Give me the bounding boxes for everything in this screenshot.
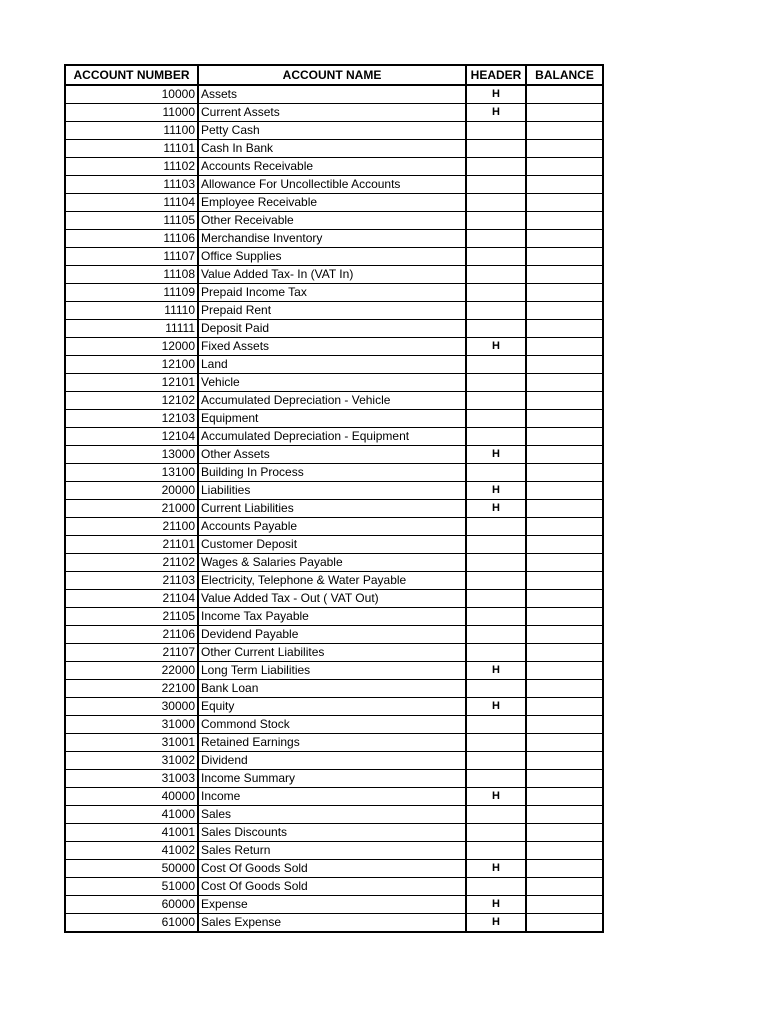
- header-flag-cell: H: [466, 500, 526, 518]
- balance-cell: [526, 788, 603, 806]
- account-number-cell: 11000: [65, 104, 198, 122]
- account-number-cell: 11105: [65, 212, 198, 230]
- table-row: [65, 536, 603, 554]
- account-name-cell: Vehicle: [198, 374, 466, 392]
- table-row: [65, 320, 603, 338]
- account-name-cell: Wages & Salaries Payable: [198, 554, 466, 572]
- header-flag-cell: [466, 320, 526, 338]
- account-number-cell: 12102: [65, 392, 198, 410]
- table-row: [65, 734, 603, 752]
- header-flag-cell: [466, 878, 526, 896]
- header-flag-cell: [466, 356, 526, 374]
- account-number-cell: 41002: [65, 842, 198, 860]
- account-number-cell: 31003: [65, 770, 198, 788]
- column-header-balance: BALANCE: [526, 65, 603, 85]
- account-name-cell: Deposit Paid: [198, 320, 466, 338]
- balance-cell: [526, 212, 603, 230]
- account-number-cell: 11108: [65, 266, 198, 284]
- account-number-cell: 11103: [65, 176, 198, 194]
- table-row: [65, 788, 603, 806]
- account-number-cell: 51000: [65, 878, 198, 896]
- table-row: [65, 482, 603, 500]
- account-number-cell: 11106: [65, 230, 198, 248]
- balance-cell: [526, 536, 603, 554]
- balance-cell: [526, 500, 603, 518]
- header-flag-cell: [466, 734, 526, 752]
- balance-cell: [526, 716, 603, 734]
- balance-cell: [526, 572, 603, 590]
- header-flag-cell: [466, 680, 526, 698]
- table-row: [65, 446, 603, 464]
- account-number-cell: 61000: [65, 914, 198, 933]
- account-number-cell: 41001: [65, 824, 198, 842]
- account-number-cell: 12100: [65, 356, 198, 374]
- account-name-cell: Customer Deposit: [198, 536, 466, 554]
- account-number-cell: 12103: [65, 410, 198, 428]
- account-name-cell: Devidend Payable: [198, 626, 466, 644]
- balance-cell: [526, 85, 603, 104]
- account-name-cell: Cost Of Goods Sold: [198, 860, 466, 878]
- balance-cell: [526, 914, 603, 933]
- table-row: [65, 572, 603, 590]
- balance-cell: [526, 770, 603, 788]
- balance-cell: [526, 284, 603, 302]
- header-flag-cell: [466, 806, 526, 824]
- header-flag-cell: H: [466, 860, 526, 878]
- account-number-cell: 41000: [65, 806, 198, 824]
- account-number-cell: 40000: [65, 788, 198, 806]
- balance-cell: [526, 392, 603, 410]
- table-row: [65, 518, 603, 536]
- table-row: [65, 338, 603, 356]
- account-name-cell: Commond Stock: [198, 716, 466, 734]
- table-row: [65, 194, 603, 212]
- account-number-cell: 11107: [65, 248, 198, 266]
- balance-cell: [526, 662, 603, 680]
- header-flag-cell: [466, 176, 526, 194]
- table-row: [65, 860, 603, 878]
- balance-cell: [526, 806, 603, 824]
- table-row: [65, 176, 603, 194]
- balance-cell: [526, 626, 603, 644]
- account-number-cell: 31000: [65, 716, 198, 734]
- table-row: [65, 680, 603, 698]
- balance-cell: [526, 356, 603, 374]
- account-name-cell: Allowance For Uncollectible Accounts: [198, 176, 466, 194]
- table-row: [65, 122, 603, 140]
- header-flag-cell: H: [466, 914, 526, 933]
- balance-cell: [526, 338, 603, 356]
- account-name-cell: Income Tax Payable: [198, 608, 466, 626]
- chart-of-accounts-table: [64, 64, 604, 933]
- account-number-cell: 12104: [65, 428, 198, 446]
- account-number-cell: 21106: [65, 626, 198, 644]
- balance-cell: [526, 824, 603, 842]
- table-row: [65, 302, 603, 320]
- header-flag-cell: H: [466, 482, 526, 500]
- account-name-cell: Sales Return: [198, 842, 466, 860]
- table-row: [65, 770, 603, 788]
- account-name-cell: Land: [198, 356, 466, 374]
- balance-cell: [526, 878, 603, 896]
- table-row: [65, 896, 603, 914]
- account-name-cell: Income Summary: [198, 770, 466, 788]
- account-name-cell: Bank Loan: [198, 680, 466, 698]
- account-number-cell: 11104: [65, 194, 198, 212]
- table-row: [65, 374, 603, 392]
- account-name-cell: Retained Earnings: [198, 734, 466, 752]
- account-number-cell: 13000: [65, 446, 198, 464]
- header-flag-cell: [466, 554, 526, 572]
- header-flag-cell: H: [466, 662, 526, 680]
- account-name-cell: Accumulated Depreciation - Equipment: [198, 428, 466, 446]
- table-row: [65, 698, 603, 716]
- table-row: [65, 356, 603, 374]
- table-row: [65, 608, 603, 626]
- balance-cell: [526, 860, 603, 878]
- header-flag-cell: [466, 842, 526, 860]
- account-number-cell: 11100: [65, 122, 198, 140]
- table-row: [65, 392, 603, 410]
- balance-cell: [526, 644, 603, 662]
- header-flag-cell: H: [466, 85, 526, 104]
- header-flag-cell: [466, 158, 526, 176]
- account-name-cell: Office Supplies: [198, 248, 466, 266]
- table-row: [65, 554, 603, 572]
- table-row: [65, 104, 603, 122]
- balance-cell: [526, 842, 603, 860]
- account-name-cell: Accounts Payable: [198, 518, 466, 536]
- table-row: [65, 590, 603, 608]
- table-row: [65, 464, 603, 482]
- account-number-cell: 11101: [65, 140, 198, 158]
- header-flag-cell: H: [466, 338, 526, 356]
- table-header-row: [65, 65, 603, 85]
- table-row: [65, 662, 603, 680]
- header-flag-cell: [466, 590, 526, 608]
- header-flag-cell: [466, 122, 526, 140]
- table-row: [65, 626, 603, 644]
- header-flag-cell: [466, 572, 526, 590]
- balance-cell: [526, 590, 603, 608]
- account-name-cell: Equity: [198, 698, 466, 716]
- account-name-cell: Accounts Receivable: [198, 158, 466, 176]
- balance-cell: [526, 104, 603, 122]
- balance-cell: [526, 140, 603, 158]
- header-flag-cell: [466, 284, 526, 302]
- account-name-cell: Income: [198, 788, 466, 806]
- account-number-cell: 21000: [65, 500, 198, 518]
- account-number-cell: 11109: [65, 284, 198, 302]
- header-flag-cell: [466, 374, 526, 392]
- account-name-cell: Dividend: [198, 752, 466, 770]
- account-number-cell: 11111: [65, 320, 198, 338]
- account-name-cell: Assets: [198, 85, 466, 104]
- chart-of-accounts-sheet: [64, 64, 604, 933]
- header-flag-cell: [466, 626, 526, 644]
- balance-cell: [526, 230, 603, 248]
- header-flag-cell: [466, 536, 526, 554]
- account-name-cell: Employee Receivable: [198, 194, 466, 212]
- balance-cell: [526, 176, 603, 194]
- account-number-cell: 21102: [65, 554, 198, 572]
- balance-cell: [526, 320, 603, 338]
- balance-cell: [526, 374, 603, 392]
- table-row: [65, 410, 603, 428]
- header-flag-cell: [466, 194, 526, 212]
- balance-cell: [526, 482, 603, 500]
- header-flag-cell: [466, 464, 526, 482]
- table-row: [65, 140, 603, 158]
- account-name-cell: Other Receivable: [198, 212, 466, 230]
- table-row: [65, 716, 603, 734]
- table-body: [65, 85, 603, 932]
- account-number-cell: 50000: [65, 860, 198, 878]
- column-header-header: HEADER: [466, 65, 526, 85]
- header-flag-cell: [466, 212, 526, 230]
- account-name-cell: Long Term Liabilities: [198, 662, 466, 680]
- header-flag-cell: [466, 428, 526, 446]
- balance-cell: [526, 680, 603, 698]
- header-flag-cell: [466, 770, 526, 788]
- account-name-cell: Electricity, Telephone & Water Payable: [198, 572, 466, 590]
- account-number-cell: 21100: [65, 518, 198, 536]
- account-number-cell: 21105: [65, 608, 198, 626]
- account-number-cell: 31001: [65, 734, 198, 752]
- account-name-cell: Sales Discounts: [198, 824, 466, 842]
- account-number-cell: 21103: [65, 572, 198, 590]
- table-row: [65, 878, 603, 896]
- account-name-cell: Petty Cash: [198, 122, 466, 140]
- account-number-cell: 60000: [65, 896, 198, 914]
- table-row: [65, 284, 603, 302]
- header-flag-cell: [466, 716, 526, 734]
- table-row: [65, 212, 603, 230]
- account-number-cell: 22100: [65, 680, 198, 698]
- header-flag-cell: H: [466, 698, 526, 716]
- account-name-cell: Cost Of Goods Sold: [198, 878, 466, 896]
- balance-cell: [526, 608, 603, 626]
- account-name-cell: Fixed Assets: [198, 338, 466, 356]
- balance-cell: [526, 518, 603, 536]
- account-number-cell: 11102: [65, 158, 198, 176]
- account-name-cell: Cash In Bank: [198, 140, 466, 158]
- balance-cell: [526, 554, 603, 572]
- header-flag-cell: H: [466, 788, 526, 806]
- table-row: [65, 806, 603, 824]
- header-flag-cell: [466, 248, 526, 266]
- account-number-cell: 21107: [65, 644, 198, 662]
- account-name-cell: Other Current Liabilites: [198, 644, 466, 662]
- account-name-cell: Expense: [198, 896, 466, 914]
- account-name-cell: Value Added Tax - Out ( VAT Out): [198, 590, 466, 608]
- header-flag-cell: [466, 266, 526, 284]
- header-flag-cell: [466, 410, 526, 428]
- table-row: [65, 914, 603, 933]
- table-row: [65, 752, 603, 770]
- table-row: [65, 230, 603, 248]
- column-header-account-number: ACCOUNT NUMBER: [65, 65, 198, 85]
- balance-cell: [526, 158, 603, 176]
- table-row: [65, 248, 603, 266]
- account-number-cell: 30000: [65, 698, 198, 716]
- header-flag-cell: [466, 824, 526, 842]
- balance-cell: [526, 752, 603, 770]
- balance-cell: [526, 446, 603, 464]
- header-flag-cell: [466, 608, 526, 626]
- account-name-cell: Equipment: [198, 410, 466, 428]
- balance-cell: [526, 122, 603, 140]
- table-row: [65, 85, 603, 104]
- account-number-cell: 21101: [65, 536, 198, 554]
- header-flag-cell: [466, 230, 526, 248]
- account-number-cell: 20000: [65, 482, 198, 500]
- balance-cell: [526, 302, 603, 320]
- account-number-cell: 22000: [65, 662, 198, 680]
- header-flag-cell: H: [466, 446, 526, 464]
- table-row: [65, 644, 603, 662]
- table-row: [65, 266, 603, 284]
- account-name-cell: Building In Process: [198, 464, 466, 482]
- table-row: [65, 824, 603, 842]
- balance-cell: [526, 194, 603, 212]
- header-flag-cell: H: [466, 104, 526, 122]
- header-flag-cell: [466, 392, 526, 410]
- header-flag-cell: [466, 518, 526, 536]
- account-name-cell: Liabilities: [198, 482, 466, 500]
- account-number-cell: 10000: [65, 85, 198, 104]
- balance-cell: [526, 896, 603, 914]
- account-name-cell: Prepaid Rent: [198, 302, 466, 320]
- header-flag-cell: [466, 644, 526, 662]
- account-name-cell: Accumulated Depreciation - Vehicle: [198, 392, 466, 410]
- balance-cell: [526, 248, 603, 266]
- table-row: [65, 842, 603, 860]
- account-number-cell: 12000: [65, 338, 198, 356]
- column-header-account-name: ACCOUNT NAME: [198, 65, 466, 85]
- account-name-cell: Value Added Tax- In (VAT In): [198, 266, 466, 284]
- account-number-cell: 13100: [65, 464, 198, 482]
- header-flag-cell: [466, 302, 526, 320]
- account-name-cell: Merchandise Inventory: [198, 230, 466, 248]
- header-flag-cell: [466, 752, 526, 770]
- header-flag-cell: H: [466, 896, 526, 914]
- account-number-cell: 21104: [65, 590, 198, 608]
- account-name-cell: Prepaid Income Tax: [198, 284, 466, 302]
- account-name-cell: Other Assets: [198, 446, 466, 464]
- account-name-cell: Sales Expense: [198, 914, 466, 933]
- account-name-cell: Current Assets: [198, 104, 466, 122]
- account-name-cell: Sales: [198, 806, 466, 824]
- table-row: [65, 158, 603, 176]
- account-number-cell: 11110: [65, 302, 198, 320]
- balance-cell: [526, 266, 603, 284]
- balance-cell: [526, 410, 603, 428]
- balance-cell: [526, 734, 603, 752]
- balance-cell: [526, 428, 603, 446]
- table-row: [65, 500, 603, 518]
- header-flag-cell: [466, 140, 526, 158]
- table-row: [65, 428, 603, 446]
- balance-cell: [526, 698, 603, 716]
- account-name-cell: Current Liabilities: [198, 500, 466, 518]
- balance-cell: [526, 464, 603, 482]
- account-number-cell: 12101: [65, 374, 198, 392]
- account-number-cell: 31002: [65, 752, 198, 770]
